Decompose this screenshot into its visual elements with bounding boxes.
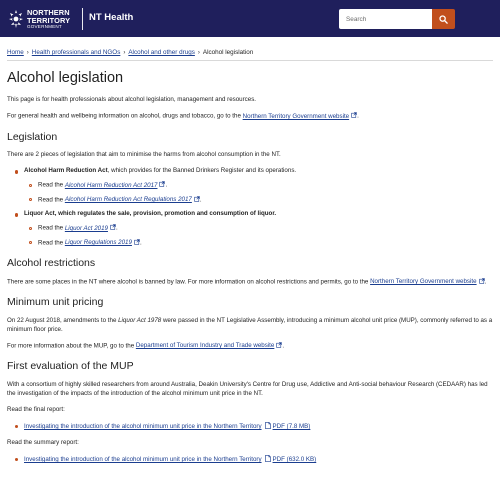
link-label: Investigating the introduction of the alcohol minimum unit price in the Northern Territory [24,423,262,431]
summary-report-label: Read the summary report: [7,439,79,446]
restrictions-nt-government-link[interactable] [370,278,485,285]
summary-report-pdf-link[interactable] [24,456,316,463]
nt-government-website-link-label: Northern Territory Government website [242,112,350,120]
nt-government-logo[interactable] [7,8,87,30]
act-description: , which regulates the sale, provision, promotion and consumption of liquor. [54,210,277,218]
restrictions-heading: Alcohol restrictions [7,257,96,270]
breadcrumb-current: Alcohol legislation [202,49,254,56]
list-item [24,181,493,190]
legislation-heading: Legislation [7,130,58,143]
tourism-industry-trade-link[interactable] [135,342,285,350]
period: . [199,196,202,204]
liquor-act-link[interactable] [65,225,116,232]
link-label: Liquor Regulations 2019 [64,239,132,247]
alcohol-harm-reduction-act-link[interactable] [65,182,166,189]
chevron-right-icon: › [26,50,29,56]
link-label: Northern Territory Government website [370,278,477,286]
nt-government-logo-icon [7,8,25,30]
intro-link-end: . [357,112,359,120]
act-description: , which provides for the Banned Drinkers Register and its operations. [107,167,297,175]
period: . [484,278,487,286]
summary-report-list [7,455,493,465]
legislation-list [7,167,493,248]
mup-text-end: were passed in the NT Legislative Assembly, introducing a minimum alcohol unit price (MUP), commonly referred to as a minimum floor price. [7,317,493,333]
intro-paragraph: This page is for health professionals about alcohol legislation, management and resources. [7,96,257,104]
mup-text-start: On 22 August 2018, amendments to the [7,317,119,325]
link-label: Investigating the introduction of the alcohol minimum unit price in the Northern Territory [24,455,262,463]
logo-line-northern: NORTHERN [27,8,70,17]
breadcrumb-home[interactable]: Home [7,49,24,56]
intro-link-text: For general health and wellbeing information on alcohol, drugs and tobacco, go to the [7,112,243,120]
chevron-right-icon: › [197,50,200,56]
breadcrumb-divider [7,60,493,61]
read-label: Read the [38,181,65,189]
list-item [7,210,493,248]
liquor-act-1978: Liquor Act 1978 [118,317,162,325]
mup-paragraph-1 [7,317,493,335]
logo-wordmark [27,9,70,30]
link-label: Alcohol Harm Reduction Act 2017 [64,181,158,189]
liquor-regulations-link[interactable] [65,239,140,246]
final-report-label: Read the final report: [7,406,65,414]
mup-link-intro: For more information about the MUP, go to the [7,342,136,350]
list-item [7,167,493,205]
final-report-list [7,422,493,432]
logo-line-government: GOVERNMENT [27,24,62,30]
read-label: Read the [38,239,65,247]
list-item [7,422,493,432]
legislation-intro: There are 2 pieces of legislation that aim to minimise the harms from alcohol consumption in the NT. [7,151,281,159]
search-button[interactable] [432,9,455,29]
site-header [0,0,500,37]
file-size: PDF (632.0 KB) [272,455,317,463]
restrictions-paragraph [7,278,493,287]
page-title: Alcohol legislation [7,70,124,86]
site-name[interactable]: NT Health [89,12,134,23]
link-label: Liquor Act 2019 [64,224,108,232]
final-report-pdf-link[interactable] [24,423,310,430]
act-links-list [24,181,493,205]
main-content [7,70,493,472]
list-item [24,224,493,233]
link-label: Alcohol Harm Reduction Act Regulations 2017 [64,196,192,204]
act-name: Liquor Act [24,210,55,218]
breadcrumb-health-professionals[interactable]: Health professionals and NGOs [31,49,121,56]
link-label: Department of Tourism Industry and Trade website [135,342,275,350]
evaluation-paragraph: With a consortium of highly skilled researchers from around Australia, Deakin University's Centre for Drug use, Addictive and Anti-social behaviour Research (CEDAAR) has led the investigation of the impacts of the introduction of the alcohol minimum unit price in the NT. [7,381,488,398]
breadcrumb [7,48,253,58]
header-divider [82,8,83,30]
read-label: Read the [38,224,65,232]
act-links-list [24,224,493,248]
pdf-file-icon [265,422,271,429]
intro-link-paragraph [7,112,493,121]
restrictions-text: There are some places in the NT where alcohol is banned by law. For more information on alcohol restrictions and permits, go to the [7,278,371,286]
file-size: PDF (7.8 MB) [272,423,311,431]
period: . [139,239,142,247]
breadcrumb-alcohol-and-other-drugs[interactable]: Alcohol and other drugs [128,49,195,56]
mup-heading: Minimum unit pricing [7,296,104,309]
search-icon [439,15,448,24]
read-label: Read the [38,196,65,204]
list-item [24,196,493,205]
period: . [115,224,118,232]
act-name: Alcohol Harm Reduction Act [24,167,108,175]
mup-paragraph-2 [7,342,493,351]
pdf-file-icon [265,455,271,462]
period: . [165,181,168,189]
chevron-right-icon: › [123,50,126,56]
list-item [7,455,493,465]
evaluation-heading: First evaluation of the MUP [7,360,134,373]
logo-line-territory: TERRITORY [27,15,71,25]
period: . [282,342,285,350]
alcohol-harm-reduction-regulations-link[interactable] [65,196,200,203]
nt-government-website-link[interactable] [243,113,358,120]
list-item [24,239,493,248]
search-input[interactable] [339,9,433,29]
